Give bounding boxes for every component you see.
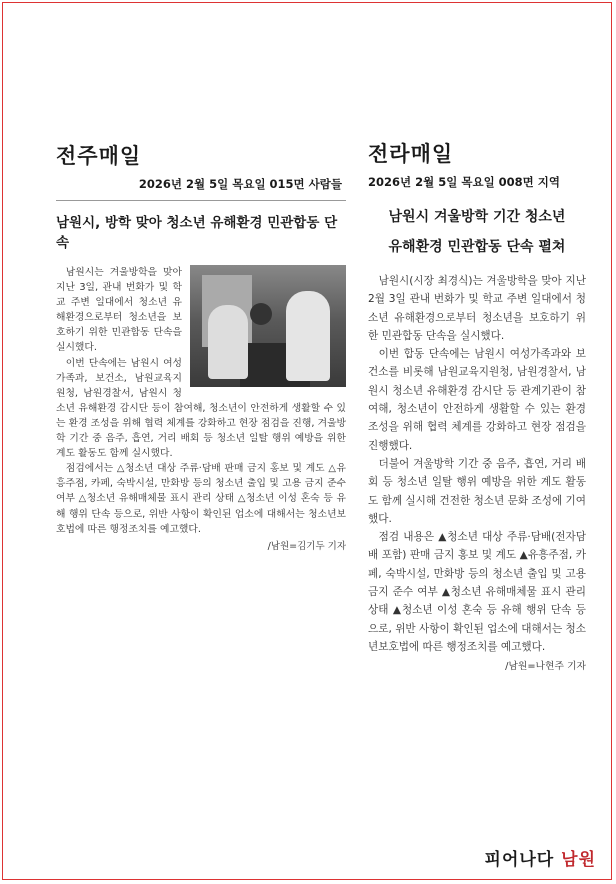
left-paragraph: 남원시는 겨울방학을 맞아 지난 3일, 관내 번화가 및 학교 주변 일대에서 청소년 유해환경으로부터 청소년을 보호하기 위한 민관합동 단속을 실시했다. [56,267,182,354]
right-paragraph: 이번 합동 단속에는 남원시 여성가족과와 보건소를 비롯해 남원교육지원청, 남원경찰서, 남원시 청소년 유해환경 감시단 등 관계기관이 참여해, 청소년이 안전하게 생활할 수 있는 환경 조성을 위해 협력 체계를 강화하고 현장 점검을 진행했다. [368,348,586,452]
left-article-body [56,265,346,554]
namwon-logo: 피어나다 남원 [484,850,596,870]
left-byline: /남원=김기두 기자 [267,540,346,552]
right-paragraph: 남원시(시장 최경식)는 겨울방학을 맞아 지난 2월 3일 관내 번화가 및 학교 주변 일대에서 청소년 유해환경으로부터 청소년을 보호하기 위한 민관합동 단속을 실시했다. [368,275,586,342]
right-headline-line: 남원시 겨울방학 기간 청소년 [388,209,566,225]
right-byline: /남원=나현주 기자 [505,661,586,673]
right-paper-name: 전라매일 [368,142,454,166]
right-article-body [368,272,586,677]
left-paragraph: 점검에서는 △청소년 대상 주류·담배 판매 금지 홍보 및 계도 △유흥주점, 카페, 숙박시설, 만화방 등의 청소년 출입 및 고용 금지 준수 여부 △청소년 유해매체물 표시 관리 상태 △청소년 이성 혼숙 등 유해 행위 단속 등으로, 위반 사항이 확인된 업소에 대해서는 청소년보호법에 따른 행정조치를 예고했다. [56,463,346,535]
right-headline [368,198,586,262]
right-clipping [368,138,586,677]
article-photo [190,265,346,387]
right-headline-line: 유해환경 민관합동 단속 펼쳐 [388,239,566,255]
left-date: 2026년 2월 5일 목요일 015면 사람들 [138,177,342,191]
left-paper-name: 전주매일 [56,144,142,168]
left-headline: 남원시, 방학 맞아 청소년 유해환경 민관합동 단속 [56,200,346,251]
right-paragraph: 더불어 겨울방학 기간 중 음주, 흡연, 거리 배회 등 청소년 일탈 행위 예방을 위한 계도 활동도 함께 실시해 건전한 청소년 문화 조성에 기여했다. [368,457,587,525]
left-paragraph: 이번 단속에는 남원시 여성가족과, 보건소, 남원교육지원청, 남원경찰서, 남원시 청소년 유해환경 감시단 등이 참여해, 청소년이 안전하게 생활할 수 있는 환경 조성을 위해 협력 체계를 강화하고 현장 점검을 진행, 겨울방학 기간 중 음주, 흡연, 거리 배회 등 청소년 일탈 행위 예방을 위한 계도 활동도 함께 실시했다. [56,357,346,460]
left-clipping [56,140,346,554]
right-paragraph: 점검 내용은 ▲청소년 대상 주류·담배(전자담배 포함) 판매 금지 홍보 및 계도 ▲유흥주점, 카페, 숙박시설, 만화방 등의 청소년 출입 및 고용 금지 준수 여부 ▲청소년 유해매체물 표시 관리 상태 ▲청소년 이성 혼숙 등 유해 행위 단속 등으로, 위반 사항이 확인된 업소에 대해서는 청소년보호법에 따른 행정조치를 예고했다. [368,531,587,653]
right-date: 2026년 2월 5일 목요일 008면 지역 [368,175,561,189]
